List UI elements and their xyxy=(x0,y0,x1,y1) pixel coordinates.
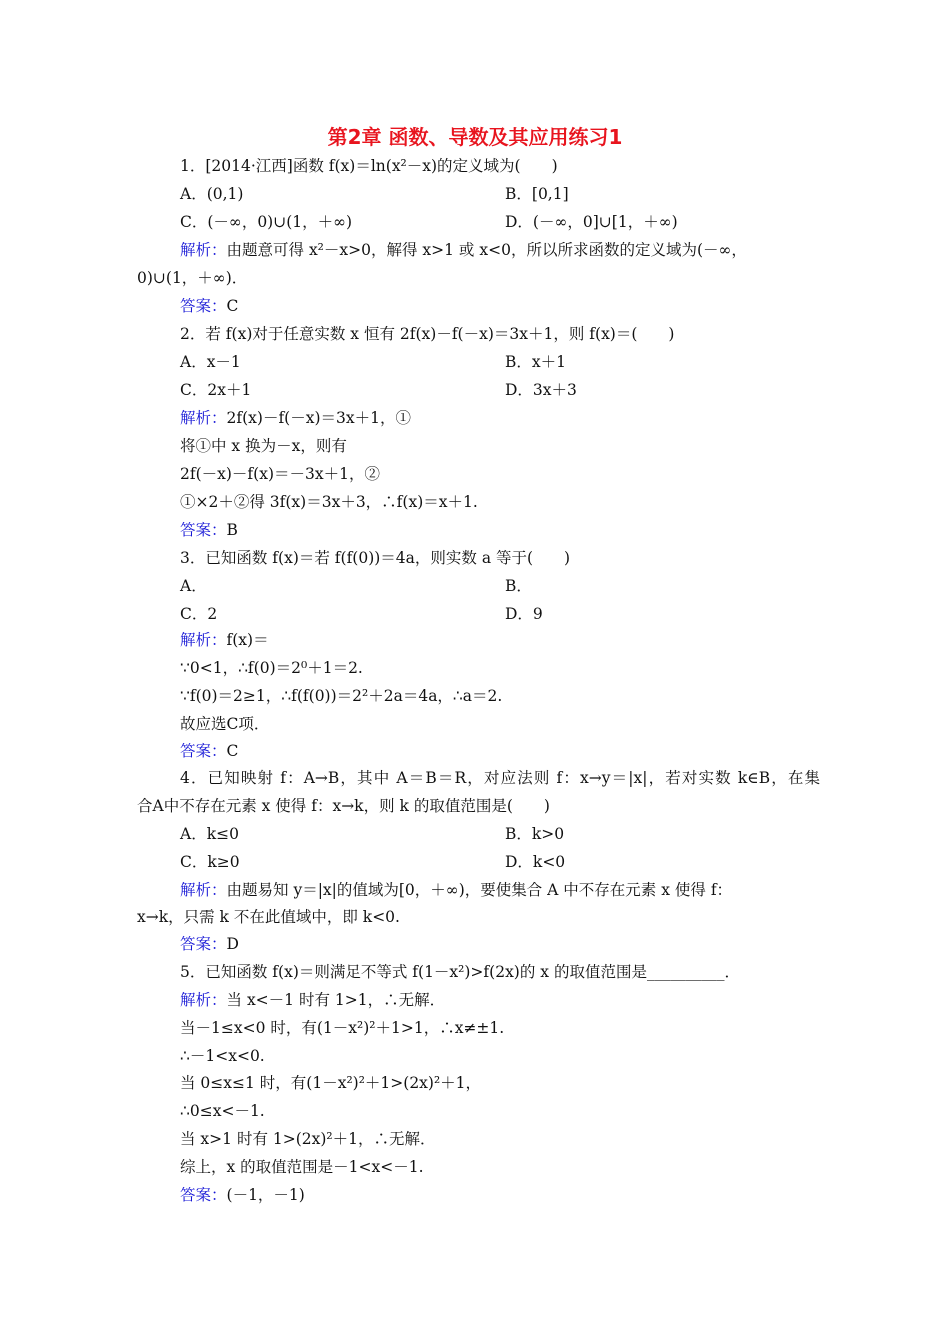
q3-answer xyxy=(180,741,238,761)
q4-option-b: B．k>0 xyxy=(505,825,565,843)
answer-label: 答案： xyxy=(180,742,227,760)
q5-analysis-line6: 当 x>1 时有 1>(2x)²＋1，∴无解． xyxy=(180,1130,436,1148)
q3-analysis-line1: f(x)＝ xyxy=(226,631,269,649)
q4-stem-line2: 合A中不存在元素 x 使得 f：x→k，则 k 的取值范围是( ) xyxy=(137,797,550,815)
q1-analysis xyxy=(180,240,747,260)
answer-label: 答案： xyxy=(180,521,227,539)
analysis-label: 解析： xyxy=(180,241,227,259)
analysis-label: 解析： xyxy=(180,991,227,1009)
q5-analysis-line5: ∴0≤x<－1. xyxy=(180,1102,265,1120)
q4-stem-line1: 4．已知映射 f：A→B，其中 A＝B＝R，对应法则 f：x→y＝|x|，若对实数 k∈B，在集 xyxy=(180,769,820,787)
analysis-label: 解析： xyxy=(180,881,227,899)
q2-analysis-line3: 2f(－x)－f(x)＝－3x＋1，② xyxy=(180,465,380,483)
q5-answer-value: (－1，－1) xyxy=(226,1186,305,1204)
q4-answer-value: D xyxy=(226,935,239,953)
q2-option-a: A．x－1 xyxy=(180,353,241,371)
answer-label: 答案： xyxy=(180,297,227,315)
q5-analysis-line1: 当 x<－1 时有 1>1，∴无解． xyxy=(226,991,446,1009)
q2-answer xyxy=(180,520,238,540)
q1-option-d: D．(－∞，0]∪[1，＋∞) xyxy=(505,213,678,231)
q5-analysis-line2: 当－1≤x<0 时，有(1－x²)²＋1>1，∴x≠±1. xyxy=(180,1019,505,1037)
q2-option-b: B．x＋1 xyxy=(505,353,566,371)
q5-analysis-line3: ∴－1<x<0. xyxy=(180,1047,265,1065)
q3-answer-value: C xyxy=(226,742,239,760)
q3-analysis-line4: 故应选C项． xyxy=(180,715,270,733)
q3-option-c: C．2 xyxy=(180,605,218,623)
q2-answer-value: B xyxy=(226,521,238,539)
q1-answer xyxy=(180,296,238,316)
q4-option-d: D．k<0 xyxy=(505,853,566,871)
q1-option-b: B．[0,1] xyxy=(505,185,569,203)
q5-stem: 5．已知函数 f(x)＝则满足不等式 f(1－x²)>f(2x)的 x 的取值范围是__________． xyxy=(180,963,740,981)
page-title: 第2章 函数、导数及其应用练习1 xyxy=(327,125,623,149)
q2-analysis xyxy=(180,408,411,428)
q1-stem: 1．[2014·江西]函数 f(x)＝ln(x²－x)的定义域为( ) xyxy=(180,157,558,175)
q3-stem: 3．已知函数 f(x)＝若 f(f(0))＝4a，则实数 a 等于( ) xyxy=(180,549,571,567)
q3-option-d: D．9 xyxy=(505,605,543,623)
q1-analysis-line2: 0)∪(1，＋∞)． xyxy=(137,269,248,287)
q2-analysis-line4: ①×2＋②得 3f(x)＝3x＋3，∴f(x)＝x＋1. xyxy=(180,493,478,511)
q2-option-d: D．3x＋3 xyxy=(505,381,577,399)
q2-analysis-line1: 2f(x)－f(－x)＝3x＋1，① xyxy=(226,409,411,427)
q2-option-c: C．2x＋1 xyxy=(180,381,252,399)
q5-answer xyxy=(180,1185,305,1205)
q4-answer xyxy=(180,934,239,954)
analysis-label: 解析： xyxy=(180,409,227,427)
q4-analysis xyxy=(180,880,732,900)
q3-analysis xyxy=(180,630,269,650)
q1-option-a: A．(0,1) xyxy=(180,185,244,203)
q3-option-b: B． xyxy=(505,577,532,595)
q4-analysis-line2: x→k，只需 k 不在此值域中，即 k<0. xyxy=(137,908,400,926)
q3-option-a: A． xyxy=(180,577,207,595)
q1-option-c: C．(－∞，0)∪(1，＋∞) xyxy=(180,213,353,231)
q5-analysis-line4: 当 0≤x≤1 时，有(1－x²)²＋1>(2x)²＋1， xyxy=(180,1074,482,1092)
q4-analysis-line1: 由题易知 y＝|x|的值域为[0，＋∞)，要使集合 A 中不存在元素 x 使得 f： xyxy=(226,881,733,899)
q5-analysis-line7: 综上，x 的取值范围是－1<x<－1. xyxy=(180,1158,424,1176)
q3-analysis-line2: ∵0<1，∴f(0)＝2⁰＋1＝2. xyxy=(180,659,363,677)
q2-stem: 2．若 f(x)对于任意实数 x 恒有 2f(x)－f(－x)＝3x＋1，则 f(x)＝( ) xyxy=(180,325,675,343)
analysis-label: 解析： xyxy=(180,631,227,649)
q1-analysis-line1: 由题意可得 x²－x>0，解得 x>1 或 x<0，所以所求函数的定义域为(－∞， xyxy=(226,241,747,259)
q3-analysis-line3: ∵f(0)＝2≥1，∴f(f(0))＝2²＋2a＝4a，∴a＝2. xyxy=(180,687,503,705)
q2-analysis-line2: 将①中 x 换为－x，则有 xyxy=(180,437,347,455)
q4-option-c: C．k≥0 xyxy=(180,853,240,871)
q1-answer-value: C xyxy=(226,297,239,315)
q5-analysis xyxy=(180,990,445,1010)
q4-option-a: A．k≤0 xyxy=(180,825,239,843)
answer-label: 答案： xyxy=(180,1186,227,1204)
answer-label: 答案： xyxy=(180,935,227,953)
